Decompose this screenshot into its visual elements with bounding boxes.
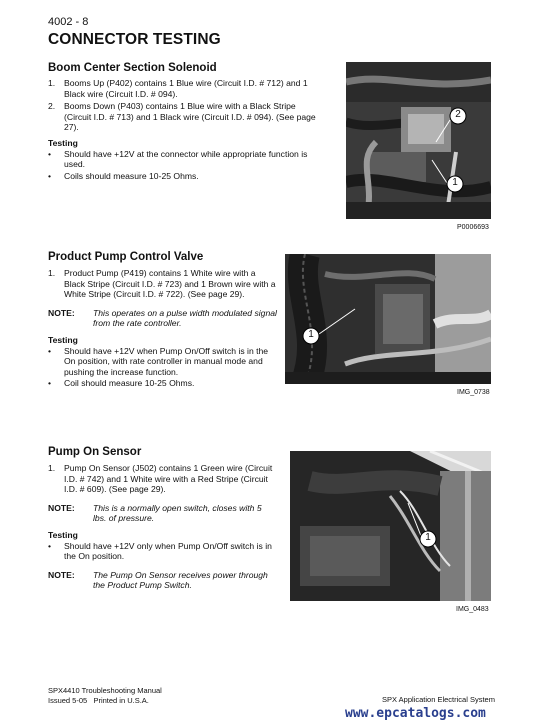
list-item: 1. Product Pump (P419) contains 1 White wire with a Black Stripe (Circuit I.D. # 723) and 1 Brown wire with a White Stripe (Circuit I.D. # 722). (See page 29).	[48, 268, 276, 300]
section-body-boom-solenoid	[48, 78, 323, 182]
image-caption: IMG_0483	[456, 606, 489, 613]
footer-issued: Issued 5-05 Printed in U.S.A.	[48, 695, 149, 705]
list-item: 1. Pump On Sensor (J502) contains 1 Green wire (Circuit I.D. # 742) and 1 White wire with a Red Stripe (Circuit I.D. # 609). (See page 29).	[48, 463, 273, 495]
callout-label: 1	[425, 532, 431, 543]
footer-left	[48, 686, 162, 705]
note-text: The Pump On Sensor receives power through the Product Pump Switch.	[93, 569, 268, 591]
page-title: CONNECTOR TESTING	[48, 31, 221, 48]
photo-pump-sensor	[290, 451, 491, 601]
image-caption: P0006693	[457, 224, 489, 231]
note-label: NOTE:	[48, 502, 75, 513]
note	[48, 570, 273, 591]
connector-list	[48, 463, 273, 495]
list-item: • Coil should measure 10-25 Ohms.	[48, 378, 278, 389]
list-item: • Should have +12V when Pump On/Off switch is in the On position, with rate controller in manual mode and pushing the increase function.	[48, 346, 278, 378]
note-text: This is a normally open switch, closes with 5 lbs. of pressure.	[93, 502, 262, 524]
list-item: • Should have +12V only when Pump On/Off switch is in the On position.	[48, 541, 273, 562]
watermark: www.epcatalogs.com	[345, 706, 486, 721]
section-body-pump-sensor	[48, 463, 273, 591]
footer-system: SPX Application Electrical System	[382, 695, 495, 704]
note-label: NOTE:	[48, 569, 75, 580]
testing-list	[48, 346, 278, 389]
note	[48, 308, 278, 329]
page-number: 4002 - 8	[48, 16, 89, 28]
callout-label: 1	[308, 329, 314, 340]
testing-list	[48, 541, 273, 562]
testing-heading: Testing	[48, 529, 78, 540]
list-item: • Coils should measure 10-25 Ohms.	[48, 171, 323, 182]
connector-list	[48, 78, 323, 133]
footer-manual-title: SPX4410 Troubleshooting Manual	[48, 686, 162, 695]
list-item: 1. Booms Up (P402) contains 1 Blue wire (Circuit I.D. # 712) and 1 Black wire (Circuit I.D. # 094).	[48, 78, 308, 99]
section-title-pump-valve: Product Pump Control Valve	[48, 251, 204, 263]
callout-label: 2	[455, 109, 461, 120]
connector-list	[48, 268, 278, 300]
section-title-pump-sensor: Pump On Sensor	[48, 446, 142, 458]
note-label: NOTE:	[48, 307, 75, 318]
list-item: 2. Booms Down (P403) contains 1 Blue wire with a Black Stripe (Circuit I.D. # 713) and 1 Black wire (Circuit I.D. # 094). (See page 27).	[48, 101, 316, 133]
note-text: This operates on a pulse width modulated signal from the rate controller.	[93, 307, 277, 329]
section-body-pump-valve	[48, 268, 278, 390]
testing-heading: Testing	[48, 137, 78, 148]
testing-heading: Testing	[48, 334, 78, 345]
photo-pump-valve	[285, 254, 491, 384]
photo-boom-solenoid	[346, 62, 491, 219]
image-caption: IMG_0738	[457, 389, 490, 396]
testing-list	[48, 149, 323, 182]
list-item: • Should have +12V at the connector while appropriate function is used.	[48, 149, 323, 170]
callout-label: 1	[452, 177, 458, 188]
section-title-boom-solenoid: Boom Center Section Solenoid	[48, 62, 217, 74]
note	[48, 503, 273, 524]
